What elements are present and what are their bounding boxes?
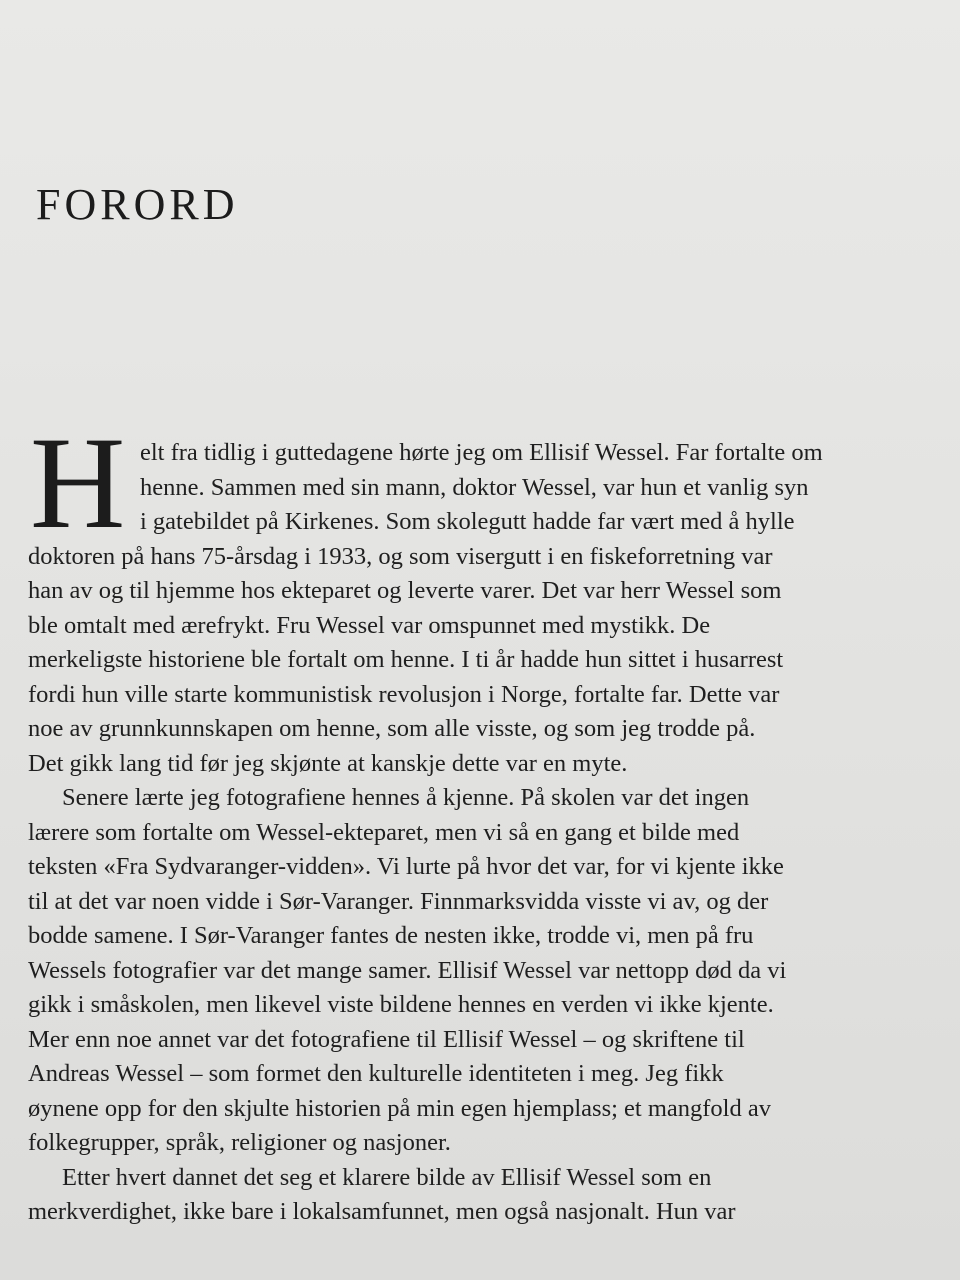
text-line: teksten «Fra Sydvaranger-vidden». Vi lurte på hvor det var, for vi kjente ikke [28,853,784,880]
text-line: i gatebildet på Kirkenes. Som skolegutt hadde far vært med å hylle [140,508,795,535]
text-line: Etter hvert dannet det seg et klarere bilde av Ellisif Wessel som en [62,1163,712,1191]
text-line: gikk i småskolen, men likevel viste bildene hennes en verden vi ikke kjente. [28,991,774,1018]
chapter-title: FORORD [36,180,239,229]
text-line: fordi hun ville starte kommunistisk revolusjon i Norge, fortalte far. Dette var [28,680,780,708]
text-line: ble omtalt med ærefrykt. Fru Wessel var omspunnet med mystikk. De [28,611,711,639]
text-line: han av og til hjemme hos ekteparet og leverte varer. Det var herr Wessel som [28,577,782,604]
text-line: henne. Sammen med sin mann, doktor Wessel, var hun et vanlig syn [140,473,809,501]
text-line: merkeligste historiene ble fortalt om henne. I ti år hadde hun sittet i husarrest [28,646,784,673]
text-line: bodde samene. I Sør-Varanger fantes de nesten ikke, trodde vi, men på fru [28,922,754,949]
text-line: Wessels fotografier var det mange samer. Ellisif Wessel var nettopp død da vi [28,956,787,984]
drop-cap: H [30,409,126,556]
text-line: lærere som fortalte om Wessel-ekteparet, men vi så en gang et bilde med [28,818,740,846]
text-line: elt fra tidlig i guttedagene hørte jeg om Ellisif Wessel. Far fortalte om [140,439,823,466]
text-line: Det gikk lang tid før jeg skjønte at kanskje dette var en myte. [28,749,628,777]
text-line: folkegrupper, språk, religioner og nasjoner. [28,1129,451,1156]
text-line: doktoren på hans 75-årsdag i 1933, og som visergutt i en fiskeforretning var [28,542,773,570]
text-line: øynene opp for den skjulte historien på min egen hjemplass; et mangfold av [28,1094,771,1122]
text-line: Senere lærte jeg fotografiene hennes å kjenne. På skolen var det ingen [62,784,750,811]
text-line: noe av grunnkunnskapen om henne, som alle visste, og som jeg trodde på. [28,715,756,742]
text-line: Mer enn noe annet var det fotografiene til Ellisif Wessel – og skriftene til [28,1025,745,1053]
body-text [28,436,928,1230]
text-line: merkverdighet, ikke bare i lokalsamfunnet, men også nasjonalt. Hun var [28,1198,736,1225]
text-line: til at det var noen vidde i Sør-Varanger. Finnmarksvidda visste vi av, og der [28,887,769,915]
text-line: Andreas Wessel – som formet den kulturelle identiteten i meg. Jeg fikk [28,1060,724,1087]
